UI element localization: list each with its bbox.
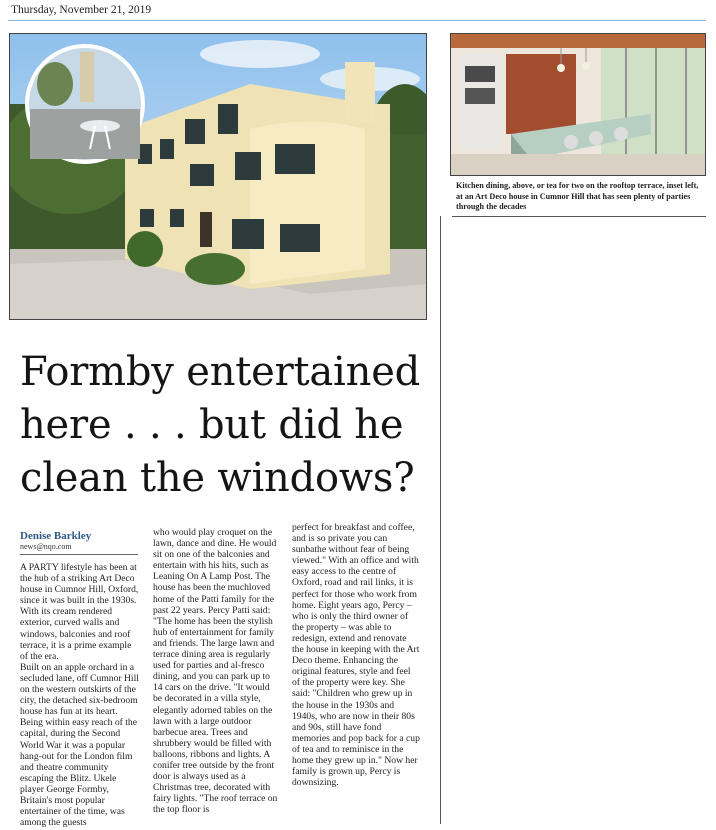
dateline: Thursday, November 21, 2019 <box>11 4 152 16</box>
article-paragraph: who would play croquet on the lawn, dance and dine. He would sit on one of the balconies and entertain with his hits, such as Leaning On A Lamp Post. The house has been the muchloved home of the Patti family for the past 22 years. Percy Patti said: "The home has been the stylish hub of entertainment for family and friends. The large lawn and terrace dining area is regularly used for parties and al-fresco dining, and you can park up to 14 cars on the drive. "It would be decorated in a villa style, elegantly adorned tables on the lawn with a large outdoor barbecue area. Trees and shrubbery would be filled with balloons, ribbons and lights. A conifer tree outside by the front door is always used as a Christmas tree, decorated with fairy lights. "The roof terrace on the top floor is <box>153 527 278 816</box>
article-paragraph: Built on an apple orchard in a secluded lane, off Cumnor Hill on the western outskirts of the city, the detached six-bedroom house has fun at its heart. Being within easy reach of the capital, during the Second World War it was a popular hang-out for the London film and theatre community escaping the Blitz. Ukele player George Formby, Britain's most popular entertainer of the time, was among the guests <box>20 661 139 829</box>
header-rule <box>8 20 706 21</box>
headline <box>20 346 438 505</box>
article-paragraph: A PARTY lifestyle has been at the hub of a striking Art Deco house in Cumnor Hill, Oxford, since it was built in the 1930s. With its cream rendered exterior, curved walls and windows, balconies and roof terrace, it is a prime example of the era. <box>20 562 139 662</box>
column-divider <box>440 216 441 824</box>
kitchen-dining-icon <box>451 34 706 176</box>
article-paragraph: perfect for breakfast and coffee, and is so private you can sunbathe without fear of being viewed." With an office and with easy access to the centre of Oxford, road and rail links, it is perfect for those who work from home. Eight years ago, Percy – who is only the third owner of the property – was able to redesign, extend and renovate the house in keeping with the Art Deco theme. Enhancing the original features, style and feel of the property were key. She said: "Children who grew up in the house in the 1930s and 1940s, who are now in their 80s and 90s, still have fond memories and pop back for a cup of tea and to reminisce in the home they grew up in." Now her family is grown up, Percy is downsizing. <box>292 522 420 789</box>
art-deco-house-photo <box>9 33 427 320</box>
article-column-1 <box>20 562 140 828</box>
photo-caption: Kitchen dining, above, or tea for two on the rooftop terrace, inset left, at an Art Deco house in Cumnor Hill that has seen plenty of parties through the decades <box>456 181 699 211</box>
article-column-2 <box>153 527 279 815</box>
kitchen-dining-photo <box>450 33 706 176</box>
headline-line: clean the windows? <box>20 455 415 501</box>
headline-line: here . . . but did he <box>20 402 404 448</box>
article-column-3 <box>292 522 420 788</box>
author-byline: Denise Barkley <box>20 530 92 542</box>
art-deco-house-icon <box>10 34 427 320</box>
caption-rule <box>452 216 706 217</box>
author-email[interactable]: news@nqo.com <box>20 542 72 551</box>
byline-rule <box>20 554 138 555</box>
headline-line: Formby entertained <box>20 349 421 395</box>
